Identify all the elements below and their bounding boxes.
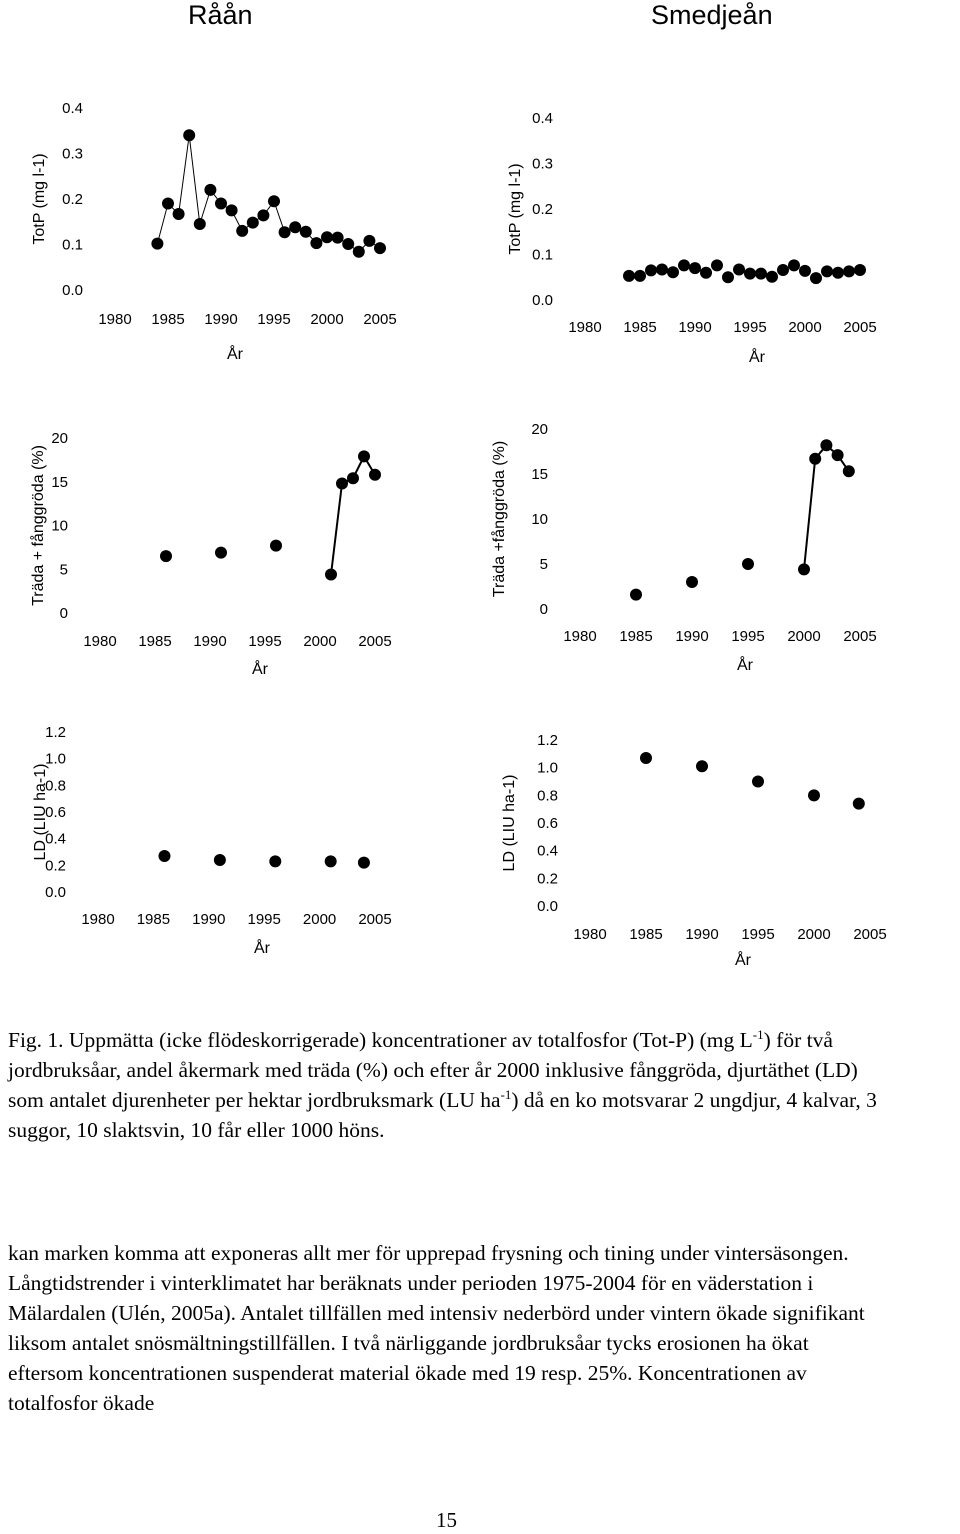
data-point (843, 265, 855, 277)
y-axis-label: Träda + fånggröda (%) (30, 445, 47, 606)
y-tick-label: 0 (539, 601, 548, 618)
y-tick-label: 10 (531, 511, 548, 528)
y-tick-label: 5 (539, 556, 548, 573)
y-tick-label: 0.0 (532, 292, 553, 309)
heading-smedjean: Smedjeån (651, 0, 773, 30)
data-point (247, 217, 259, 229)
data-point (634, 270, 646, 282)
data-point (310, 237, 322, 249)
data-point (215, 547, 227, 559)
y-tick-label: 1.0 (537, 759, 558, 777)
data-point (656, 264, 668, 276)
caption-part-1: Fig. 1. Uppmätta (icke flödeskorrigerade) koncentrationer av totalfosfor (Tot-P) (mg L (8, 1028, 753, 1052)
data-point (752, 776, 764, 788)
series-line (157, 135, 380, 251)
data-point (257, 209, 269, 221)
y-tick-label: 1.0 (45, 750, 66, 768)
y-tick-label: 0.8 (45, 777, 66, 795)
data-point (162, 198, 174, 210)
y-tick-label: 20 (51, 430, 68, 447)
caption-part-2: ) för två jordbruksåar, andel åkermark med träda (%) och efter år 2000 inklusive fånggröda, djurtäthet (LD) som antalet djurenheter per hektar jordbruksmark (LU ha (8, 1028, 858, 1112)
y-tick-label: 0 (59, 605, 68, 622)
y-tick-label: 0.2 (537, 870, 558, 888)
data-point (358, 450, 370, 462)
data-point (678, 259, 690, 271)
y-tick-label: 0.8 (537, 787, 558, 805)
data-point (700, 267, 712, 279)
trada-raan-chart (0, 420, 480, 690)
y-tick-label: 0.4 (45, 830, 66, 848)
x-tick-label: 1990 (675, 628, 709, 645)
y-tick-label: 10 (51, 517, 68, 535)
x-tick-label: 2005 (363, 311, 397, 328)
y-tick-label: 0.2 (532, 201, 553, 218)
data-point (640, 752, 652, 764)
x-tick-label: 1990 (204, 311, 238, 328)
x-tick-label: 1990 (678, 319, 712, 336)
data-point (689, 262, 701, 274)
y-tick-label: 0.6 (45, 804, 66, 821)
x-tick-label: 1985 (151, 311, 185, 328)
data-point (733, 264, 745, 276)
data-point (321, 231, 333, 243)
y-tick-label: 0.4 (532, 110, 553, 127)
data-point (744, 268, 756, 280)
data-point (214, 854, 226, 866)
data-point (289, 221, 301, 233)
x-tick-label: 1980 (83, 633, 117, 650)
data-point (777, 264, 789, 276)
y-tick-label: 0.4 (62, 100, 83, 117)
data-point (279, 226, 291, 238)
x-tick-label: 1990 (192, 911, 226, 928)
data-point (204, 184, 216, 196)
data-point (347, 472, 359, 484)
x-tick-label: 2000 (797, 926, 831, 943)
x-axis-label: År (252, 661, 268, 678)
x-tick-label: 1980 (81, 911, 115, 928)
data-point (820, 439, 832, 451)
y-axis-label: TotP (mg l-1) (31, 153, 48, 245)
data-point (194, 218, 206, 230)
y-tick-label: 0.3 (62, 145, 83, 163)
x-tick-label: 1995 (248, 633, 282, 650)
y-tick-label: 0.1 (62, 236, 83, 254)
y-tick-label: 5 (59, 561, 68, 579)
y-tick-label: 0.0 (537, 898, 558, 915)
data-point (798, 563, 810, 575)
x-tick-label: 2005 (358, 633, 392, 650)
x-tick-label: 1980 (568, 319, 602, 336)
x-tick-label: 2005 (853, 926, 887, 943)
data-point (853, 798, 865, 810)
data-point (788, 259, 800, 271)
y-tick-label: 0.0 (62, 282, 83, 299)
x-axis-label: År (737, 657, 753, 674)
y-tick-label: 15 (51, 473, 68, 491)
data-point (325, 855, 337, 867)
caption-superscript-1: -1 (752, 1026, 764, 1042)
y-tick-label: 0.3 (532, 155, 553, 173)
body-paragraph: kan marken komma att exponeras allt mer för upprepad frysning och tining under vintersäsongen. Långtidstrender i vinterklimatet har beräknats under perioden 1975-2004 för en väderstation i Mälardalen (Ulén, 2005a). Antalet tillfällen med intensiv nederbörd under vintern ökade signifikant liksom antalet snösmältningstillfällen. I två närliggande jordbruksåar tycks erosionen ha ökat eftersom koncentrationen suspenderat material ökade med 19 resp. 25%. Koncentrationen av totalfosfor ökade (8, 1241, 865, 1415)
data-point (160, 550, 172, 562)
data-point (369, 469, 381, 481)
trada-smedjean-chart (480, 410, 960, 690)
data-point (686, 576, 698, 588)
y-axis-label: TotP (mg l-1) (507, 163, 524, 255)
data-point (810, 272, 822, 284)
x-axis-label: År (254, 940, 270, 957)
ld-raan-chart (0, 720, 480, 970)
x-tick-label: 2005 (843, 628, 877, 645)
x-tick-label: 1995 (257, 311, 291, 328)
y-tick-label: 15 (531, 466, 548, 483)
data-point (843, 465, 855, 477)
x-tick-label: 1980 (573, 926, 607, 943)
heading-raan: Råån (188, 0, 253, 30)
data-point (151, 238, 163, 250)
x-axis-label: År (227, 346, 243, 363)
y-tick-label: 1.2 (537, 732, 558, 749)
x-tick-label: 2000 (303, 633, 337, 650)
x-tick-label: 1985 (623, 319, 657, 336)
data-point (832, 267, 844, 279)
data-point (342, 238, 354, 250)
data-point (236, 225, 248, 237)
y-axis-label: Träda +fånggröda (%) (491, 440, 508, 598)
x-tick-label: 2000 (788, 319, 822, 336)
x-tick-label: 1995 (247, 911, 281, 928)
data-point (332, 232, 344, 244)
data-point (630, 589, 642, 601)
totp-raan-chart (0, 90, 480, 380)
data-point (173, 208, 185, 220)
caption-part-3: ) då en ko motsvarar 2 ungdjur, 4 kalvar, 3 suggor, 10 slaktsvin, 10 får eller 1000 höns. (8, 1088, 877, 1142)
figure-caption (8, 1025, 888, 1145)
x-axis-label: År (735, 952, 751, 969)
data-point (799, 265, 811, 277)
data-point (268, 195, 280, 207)
y-tick-label: 0.4 (537, 842, 558, 860)
data-point (300, 226, 312, 238)
y-tick-label: 20 (531, 421, 548, 438)
data-point (336, 478, 348, 490)
x-tick-label: 1985 (138, 633, 172, 650)
data-point (667, 266, 679, 278)
data-point (353, 246, 365, 258)
data-point (832, 449, 844, 461)
data-point (358, 857, 370, 869)
data-point (325, 569, 337, 581)
x-tick-label: 1985 (629, 926, 663, 943)
ld-smedjean-chart (480, 725, 960, 985)
y-tick-label: 0.2 (45, 857, 66, 875)
y-tick-label: 0.6 (537, 815, 558, 832)
x-tick-label: 1995 (741, 926, 775, 943)
y-axis-label: LD (LIU ha-1) (32, 763, 49, 861)
data-point (226, 204, 238, 216)
y-tick-label: 1.2 (45, 724, 66, 741)
data-point (766, 271, 778, 283)
x-axis-label: År (749, 349, 765, 366)
page-number: 15 (436, 1508, 457, 1532)
data-point (809, 453, 821, 465)
series-line (804, 445, 849, 569)
data-point (158, 850, 170, 862)
data-point (645, 264, 657, 276)
data-point (722, 271, 734, 283)
x-tick-label: 1985 (136, 911, 171, 928)
data-point (821, 265, 833, 277)
x-tick-label: 1990 (685, 926, 719, 943)
data-point (742, 558, 754, 570)
x-tick-label: 1985 (619, 628, 653, 645)
data-point (854, 264, 866, 276)
data-point (215, 198, 227, 210)
y-tick-label: 0.1 (532, 246, 553, 264)
x-tick-label: 1995 (733, 319, 767, 336)
data-point (755, 268, 767, 280)
data-point (183, 129, 195, 141)
x-tick-label: 1995 (731, 628, 765, 645)
data-point (363, 235, 375, 247)
x-tick-label: 2000 (310, 311, 344, 328)
data-point (374, 242, 386, 254)
data-point (808, 789, 820, 801)
y-axis-label: LD (LIU ha-1) (501, 774, 518, 872)
data-point (270, 540, 282, 552)
data-point (623, 270, 635, 282)
totp-smedjean-chart (480, 90, 960, 380)
x-tick-label: 2000 (787, 628, 821, 645)
data-point (711, 259, 723, 271)
x-tick-label: 2000 (302, 911, 337, 928)
y-tick-label: 0.0 (45, 884, 66, 901)
data-point (696, 760, 708, 772)
y-tick-label: 0.2 (62, 191, 83, 208)
x-tick-label: 1990 (193, 633, 227, 650)
x-tick-label: 1980 (98, 311, 132, 328)
data-point (269, 855, 281, 867)
x-tick-label: 2005 (843, 319, 877, 336)
x-tick-label: 2005 (358, 911, 392, 928)
caption-superscript-2: -1 (500, 1086, 512, 1102)
x-tick-label: 1980 (563, 628, 597, 645)
